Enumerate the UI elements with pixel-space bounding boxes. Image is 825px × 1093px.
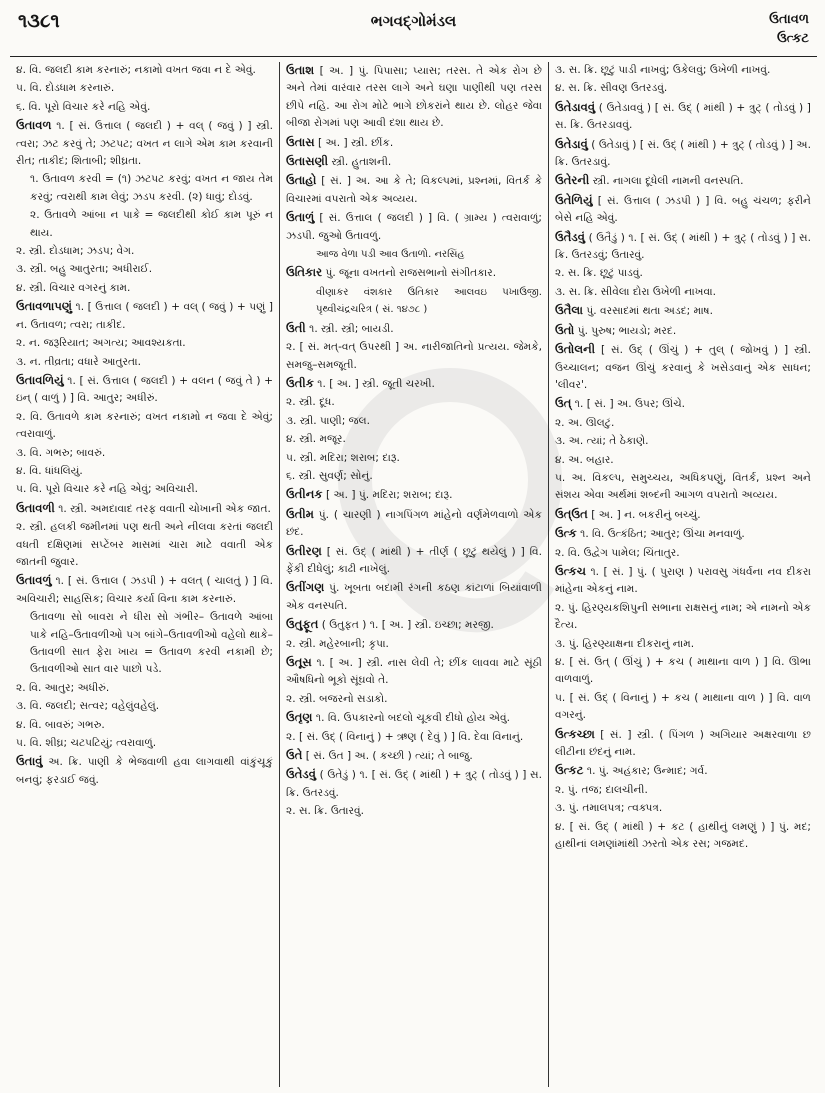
definition-text: ૧. વિ. ઉત્કંઠિત; આતુર; ઊંચા મનવાળું.: [576, 528, 745, 541]
dictionary-entry: [286, 579, 542, 615]
entry-sense: [16, 354, 273, 371]
headword: ઉતાળું: [285, 210, 315, 225]
dictionary-entry: [286, 172, 542, 208]
definition-text: અ. ક્રિ. પાણી કે ભેજવાળી હવા લાગવાથી વાંકુંચૂકું બનવું; ફરડાઈ જવું.: [16, 756, 273, 786]
entry-sense: [286, 413, 542, 430]
entry-sense: [555, 545, 811, 562]
dictionary-entry: [555, 395, 811, 413]
definition-text: પું. જૂના વખતનો રાજસભાનો સંગીતકાર.: [322, 267, 497, 280]
entry-sense: [16, 80, 273, 97]
definition-text: ૫. અ. વિકલ્પ, સમુચ્ચય, અધિકપણું, વિતર્ક, પ્રશ્ન અને સંશય એવા અર્થમાં શબ્દની આગળ વપરાતો અવ્યય.: [554, 471, 811, 502]
column-1: [10, 62, 279, 1087]
guide-word-first: ઉતાવળ: [769, 12, 809, 27]
citation-quote: [286, 284, 542, 319]
definition-text: ૧. સ્ત્રી. સ્ત્રી; બાયડી.: [305, 322, 394, 335]
citation-quote: [286, 246, 542, 263]
headword: ઉતેડાવું: [554, 136, 588, 151]
definition-text: ૩. સ્ત્રી. બહુ આતુરતા; અધીરાઈ.: [16, 263, 153, 276]
definition-text: સ્ત્રી. નાગલા દૂધેલી નામની વનસ્પતિ.: [589, 175, 744, 188]
definition-text: ૪. અ. બહાર.: [554, 453, 614, 466]
entry-sense: [286, 339, 542, 374]
headword: ઉતીમ: [285, 506, 314, 521]
dictionary-entry: [555, 762, 811, 780]
definition-text: ૨. પું. તજ; દાલચીની.: [554, 783, 648, 796]
entry-sense: [286, 394, 542, 411]
definition-text: ૧. [ સં. ઉત્તાલ ( જલદી ) + વલ્ ( જવું ) ] સ્ત્રી. ત્વરા; ઝટ કરવું તે; ઝટપટ; વખત ન લાગે એમ કામ કરવાની રીત; તાકીદ; શિતાબી; શીઘ્રતા.: [16, 120, 273, 168]
entry-sense: [16, 717, 273, 734]
headword: ઉતાસણી: [285, 154, 329, 169]
entry-sense: [16, 735, 273, 752]
headword: ઉતેડવું: [285, 767, 317, 782]
dictionary-entry: [286, 766, 542, 802]
guide-words: [769, 10, 809, 48]
definition-text: ૬. વિ. પૂરો વિચાર કરે નહિ એવું.: [16, 100, 151, 113]
definition-text: ૪. સ. ક્રિ. સીવણ ઉતરડવું.: [554, 82, 668, 95]
dictionary-entry: [555, 192, 811, 228]
definition-text: ૩. વિ. જલદી; સત્વર; વહેલુંવહેલું.: [16, 700, 160, 713]
dictionary-entry: [286, 62, 542, 133]
definition-text: ૪. વિ. જલદી કામ કરનારું; નકામો વખત જવા ન દે એવું.: [16, 64, 256, 76]
header-rule: [10, 56, 817, 57]
definition-text: ૨. વિ. ઉતાવળે કામ કરનારું; વખત નકામો ન જવા દે એવું; ત્વરાવાળું.: [16, 410, 273, 441]
definition-text: ૩. સ્ત્રી. પાણી; જલ.: [285, 414, 371, 427]
entry-sense: [555, 470, 811, 505]
entry-sense: [16, 409, 273, 444]
entry-sense: [555, 284, 811, 301]
definition-text: ૪. [ સં. ઉદ્ ( માંથી ) + કટ ( હાથીનું લમણું ) ] પું. મદ; હાથીનાં લમણાંમાંથી ઝરતો એક રસ; ગજમદ.: [554, 820, 811, 851]
definition-text: ૨. ન. જરૂરિયાત; અગત્ય; આવશ્યકતા.: [16, 337, 186, 350]
definition-text: [ અ. ] પું. મદિરા; શરાબ; દારૂ.: [322, 489, 453, 502]
definition-text: ૨. અ. ઊલટું.: [554, 416, 615, 429]
definition-text: ૨. વિ. ઉદ્વેગ પામેલ; ચિંતાતુર.: [554, 546, 680, 559]
definition-text: પું. ( ચારણી ) નાગપિંગળ માંહેનો વર્ણમેળવાળો એક છંદ.: [285, 508, 542, 539]
definition-text: વીણાકર વંશકાર ઉતિકાર આલવઇ પખાઉજી. પૃથ્વીચંદ્રચરિત્ર ( સં. ૧૪૭૮ ): [315, 286, 542, 316]
definition-text: ૪. સ્ત્રી. મજૂર.: [285, 433, 346, 446]
dictionary-entry: [286, 654, 542, 690]
entry-sense: [16, 243, 273, 260]
definition-text: ૩. પું. તમાલપત્ર; ત્વક્પત્ર.: [554, 802, 663, 815]
definition-text: ૧. [ અ. ] સ્ત્રી. નાસ લેવી તે; છીંક લાવવા માટે સૂંઠી ઔષધિનો ભૂકો સૂંઘવો તે.: [285, 657, 542, 687]
headword: ઉતાશ: [285, 63, 315, 77]
dictionary-entry: [286, 320, 542, 338]
dictionary-entry: [286, 209, 542, 245]
dictionary-columns: [10, 62, 817, 1087]
dictionary-entry: [286, 506, 542, 542]
dictionary-entry: [555, 322, 811, 340]
entry-sense: [555, 452, 811, 469]
headword: ઉતે: [285, 748, 303, 763]
definition-text: ૪. સ્ત્રી. વિચાર વગરનું કામ.: [16, 281, 131, 294]
definition-text: ( ઉતુફત ) ૧. [ અ. ] સ્ત્રી. ઇચ્છા; મરજી.: [318, 619, 494, 632]
page-number: ૧૩૮૧: [18, 10, 60, 32]
dictionary-entry: [286, 616, 542, 634]
definition-text: [ સં. ઉત ] અ. ( કચ્છી ) ત્યાં; તે બાજુ.: [302, 750, 473, 763]
entry-sense: [16, 463, 273, 480]
definition-text: ૩. પું. હિરણ્યાક્ષના દીકરાનું નામ.: [554, 637, 695, 650]
dictionary-entry: [555, 525, 811, 543]
definition-text: ( ઉતેડું ) ૧. [ સં. ઉદ્ ( માંથી ) + ત્રુટ્ ( તોડવું ) ] સ. ક્રિ. ઉતરડવું.: [285, 769, 542, 799]
dictionary-entry: [555, 726, 811, 762]
headword: ઉતાસ: [285, 134, 315, 149]
definition-text: ૨. સ્ત્રી. દોડધામ; ઝડપ; વેગ.: [16, 245, 135, 258]
definition-text: ૧. [ સં. ઉત્તાલ ( જલદી ) + વલન ( જવું તે ) + ઇન્ ( વાળું ) ] વિ. આતુર; અધીરું.: [16, 374, 273, 405]
definition-text: ૩. ન. તીવ્રતા; વધારે આતુરતા.: [16, 355, 141, 368]
entry-sense: [16, 207, 273, 242]
definition-text: ૨. સ્ત્રી. બજરનો સડાકો.: [285, 692, 388, 705]
entry-sense: [16, 171, 273, 206]
entry-sense: [555, 654, 811, 689]
headword: ઉતીરણ: [285, 543, 322, 558]
definition-text: ૬. સ્ત્રી. સુવર્ણ; સોનું.: [285, 469, 373, 482]
definition-text: ૧. સ્ત્રી. અમદાવાદ તરફ વવાતી ચોખાની એક જાત.: [54, 502, 271, 515]
headword: ઉતાહો: [285, 173, 317, 188]
definition-text: પું. વરસાદમાં થતા અડદ; માષ.: [583, 305, 713, 318]
definition-text: ( ઉતૈડું ) ૧. [ સં. ઉદ્ ( માંથી ) + ત્રુટ્ ( તોડવું ) ] સ. ક્રિ. ઉતરડવું; ઉતારવું.: [554, 231, 811, 262]
definition-text: ૫. વિ. શીઘ્ર; ચટપટિયું; ત્વરાવાળું.: [16, 737, 157, 750]
guide-word-last: ઉત્કટ: [776, 31, 809, 46]
dictionary-entry: [286, 264, 542, 282]
entry-sense: [286, 691, 542, 708]
definition-text: ( ઉતેડાવવું ) [ સં. ઉદ્ ( માંથી ) + ત્રુટ્ ( તોડવું ) ] સ. ક્રિ. ઉતરડાવવું.: [554, 101, 811, 132]
entry-sense: [286, 468, 542, 485]
dictionary-entry: [555, 229, 811, 265]
dictionary-entry: [286, 747, 542, 765]
headword: ઉત્કચ: [554, 563, 587, 578]
definition-text: ૧. વિ. ઉપકારનો બદલો ચૂકવી દીધો હોય એવું.: [312, 712, 511, 725]
definition-text: ૨. સ્ત્રી. હલકી જમીનમાં પણ થતી અને નીલવા કરતાં જલદી વધતી દક્ષિણમાં સપ્ટેંબર માસમાં ચારા માટે વવાતી એક જાતની જુવાર.: [16, 521, 273, 568]
definition-text: [ સં. ઉત્તાલ ( જલદી ) ] વિ. ( ગ્રામ્ય ) ત્વરાવાળું; ઝડપી. જુઓ ઉતાવળું.: [285, 212, 542, 242]
headword: ઉતાવું: [16, 754, 43, 769]
entry-sense: [555, 80, 811, 97]
entry-sense: [286, 803, 542, 820]
definition-text: ૫. [ સં. ઉદ્ ( વિનાનું ) + કચ ( માથાના વાળ ) ] વિ. વાળ વગરનું.: [554, 691, 811, 722]
definition-text: પું. પુરુષ; ભાયડો; મરદ.: [574, 324, 677, 337]
headword: ઉતૂસ: [285, 655, 312, 669]
page-header: [10, 6, 817, 58]
headword: ઉત્કટ: [554, 763, 584, 778]
entry-sense: [16, 445, 273, 462]
definition-text: ૨. ઉતાવળે આંબા ન પાકે = જલદીથી કોઈ કામ પૂરું ન થાય.: [30, 209, 273, 239]
headword: ઉતુફૂત: [285, 617, 319, 632]
definition-text: પું. ખૂબતા બદામી રંગની કઠણ કાંટાળાં બિયાંવાળી એક વનસ્પતિ.: [285, 582, 542, 612]
definition-text: આજ વેળા પડી આવ ઉતાળો. નરસિંહ: [315, 249, 465, 261]
dictionary-entry: [555, 99, 811, 135]
headword: ઉતૃણ: [285, 710, 313, 725]
definition-text: ૨. સ્ત્રી. મહેરબાની; કૃપા.: [285, 637, 389, 650]
definition-text: ૨. પું. હિરણ્યકશિપુની સભાના રાક્ષસનું નામ; એ નામનો એક દૈત્ય.: [554, 601, 811, 632]
definition-text: [ સં. ઉદ્ ( માંથી ) + તીર્ણ ( છૂટું થયેલું ) ] વિ. ફેંકી દીધેલું; કાઢી નાખેલું.: [285, 545, 542, 575]
entry-sense: [16, 261, 273, 278]
entry-sense: [555, 690, 811, 725]
dictionary-entry: [16, 753, 273, 789]
entry-sense: [16, 609, 273, 679]
definition-text: ૧. [ સં. ] પું. ( પુરાણ ) પરાવસુ ગંધર્વના નવ દીકરા માંહેના એકનું નામ.: [554, 565, 811, 596]
definition-text: ૫. વિ. પૂરો વિચાર કરે નહિ એવું; અવિચારી.: [16, 483, 199, 496]
dictionary-entry: [555, 136, 811, 172]
definition-text: ૨. સ્ત્રી. દૂધ.: [285, 396, 335, 409]
headword: ઉતેડાવવું: [554, 99, 596, 114]
dictionary-entry: [16, 500, 273, 518]
definition-text: ૩. સ. ક્રિ. સીવેલા દોરા ઉખેળી નાખવા.: [554, 285, 717, 298]
definition-text: ૫. વિ. દોડધામ કરનારું.: [16, 82, 115, 95]
entry-sense: [555, 819, 811, 854]
definition-text: [ સં. ઉદ્ ( ઊંચું ) + તુલ્ ( જોખવું ) ] સ્ત્રી. ઉચ્ચાલન; વજન ઊંચું કરવાનું કે ખસેડવાનું એક સાધન; 'લીવર'.: [554, 344, 811, 391]
dictionary-entry: [286, 709, 542, 727]
column-3: [548, 62, 817, 1087]
dictionary-entry: [555, 563, 811, 599]
headword: ઉતાવળિયું: [16, 372, 64, 387]
definition-text: ૨. [ સં. ઉદ્ ( વિનાનું ) + ઋણ ( દેવું ) ] વિ. દેવા વિનાનું.: [285, 730, 524, 743]
definition-text: ૨. સ. ક્રિ. ઉતારવું.: [285, 805, 364, 818]
definition-text: ૪. વિ. બાવરું; ગભરુ.: [16, 718, 105, 731]
entry-sense: [16, 62, 273, 79]
headword: ઉતાવળ: [16, 118, 52, 133]
definition-text: ઉતાવળા સો બાવરા ને ધીરા સો ગંભીર– ઉતાવળે આંબા પાકે નહિ–ઉતાવળીઓ પગ બાંગે–ઉતાવળીઓ વહેલો થાકે–ઉતાવળી સાત ફેરા ખાય = ઉતાવળ કરવી નકામી છે; ઉતાવળીઓ સાત વાર પાછો પડે.: [30, 611, 273, 676]
entry-sense: [286, 450, 542, 467]
entry-sense: [555, 265, 811, 282]
definition-text: ૩. વિ. ગભરુ; બાવરું.: [16, 446, 106, 459]
entry-sense: [286, 636, 542, 653]
headword: ઉતેરની: [554, 173, 590, 188]
entry-sense: [555, 800, 811, 817]
column-2: [279, 62, 548, 1087]
entry-sense: [286, 431, 542, 448]
definition-text: ૧. [ અ. ] સ્ત્રી. જૂતી ચરખી.: [313, 377, 435, 390]
entry-sense: [16, 280, 273, 297]
entry-sense: [286, 729, 542, 746]
headword: ઉતાવળું: [16, 573, 52, 588]
headword: ઉતીક: [285, 375, 314, 390]
headword: ઉતીંગણ: [285, 580, 325, 595]
headword: ઉત્ક: [554, 526, 577, 541]
headword: ઉતોલની: [554, 342, 596, 357]
dictionary-entry: [555, 506, 811, 524]
entry-sense: [16, 99, 273, 116]
definition-text: ૧. પું. અહંકાર; ઉન્માદ; ગર્વ.: [583, 765, 708, 778]
headword: ઉતો: [554, 322, 575, 337]
entry-sense: [16, 698, 273, 715]
definition-text: [ અ. ] પું. પિપાસા; પ્યાસ; તરસ. તે એક રોગ છે અને તેમાં વારંવાર તરસ લાગે અને ઘણા પાણીથી પણ તરસ છીપે નહિ. આ રોગ મોટે ભાગે છોકરાંને થાય છે. લોહર જેવા બીજા રોગમાં પણ આવી દશા થાય છે.: [285, 65, 542, 130]
dictionary-entry: [286, 543, 542, 579]
definition-text: ૨. [ સં. મત્-વત્ ઉપરથી ] અ. નારીજાતિનો પ્રત્યય. જેમકે, સમજુ–સમજૂતી.: [285, 341, 542, 371]
definition-text: ૪. [ સં. ઉત્ ( ઊંચું ) + કચ ( માથાના વાળ ) ] વિ. ઊભા વાળવાળું.: [554, 656, 811, 686]
headword: ઉતિકાર: [285, 265, 323, 280]
dictionary-entry: [286, 486, 542, 504]
definition-text: ૧. ઉતાવળ કરવી = (૧) ઝટપટ કરવું; વખત ન જાય તેમ કરવું; ત્વરાથી કામ લેવું; ઝડપ કરવી. (૨) ધાવું; દોડવું.: [30, 173, 273, 203]
entry-sense: [555, 636, 811, 653]
entry-sense: [555, 433, 811, 450]
headword: ઉતૈલા: [554, 303, 584, 318]
dictionary-entry: [16, 572, 273, 608]
definition-text: ૧. [ ઉત્તાલ ( જલદી ) + વલ્ ( જવું ) + પણું ] ન. ઉતાવળ; ત્વરા; તાકીદ.: [16, 301, 273, 331]
entry-sense: [16, 335, 273, 352]
entry-sense: [16, 519, 273, 571]
entry-sense: [555, 415, 811, 432]
dictionary-entry: [16, 298, 273, 334]
headword: ઉતીનક: [285, 487, 323, 502]
dictionary-entry: [286, 153, 542, 171]
definition-text: [ અ. ] ન. બકરીનું બચ્ચું.: [587, 508, 701, 521]
entry-sense: [555, 782, 811, 799]
definition-text: સ્ત્રી. હુતાશની.: [328, 156, 392, 169]
definition-text: ૨. સ. ક્રિ. છૂટું પાડવું.: [554, 267, 643, 280]
definition-text: ૩. સ. ક્રિ. છૂટું પાડી નાખવું; ઉકેલવું; ઉખેળી નાખવું.: [554, 64, 771, 76]
definition-text: ૧. [ સં. ઉત્તાલ ( ઝડપી ) + વલત્ ( ચાલતું ) ] વિ. અવિચારી; સાહસિક; વિચાર કર્યા વિના કામ કરનારું.: [16, 575, 273, 605]
definition-text: [ સં. ] અ. આ કે તે; વિકલ્પમાં, પ્રશ્નમાં, વિતર્ક કે વિચારમાં વપરાતો એક અવ્યય.: [285, 175, 542, 205]
entry-sense: [16, 481, 273, 498]
definition-text: ( ઉતેડાવું ) [ સં. ઉદ્ ( માંથી ) + ત્રુટ્ ( તોડવું ) ] અ. ક્રિ. ઉતરડાવું.: [554, 138, 811, 169]
definition-text: [ અ. ] સ્ત્રી. છીંક.: [314, 136, 394, 149]
dictionary-entry: [16, 117, 273, 170]
headword: ઉતૈડવું: [554, 229, 586, 244]
headword: ઉતેળિયું: [554, 192, 593, 207]
dictionary-entry: [555, 302, 811, 320]
definition-text: ૪. વિ. ધાંધલિયું.: [16, 464, 83, 477]
definition-text: [ સં. ઉત્તાલ ( ઝડપી ) ] વિ. બહુ ચંચળ; ફરીને બેસે નહિ એવું.: [554, 194, 811, 225]
headword: ઉતી: [285, 320, 306, 335]
entry-sense: [16, 680, 273, 697]
dictionary-entry: [286, 134, 542, 152]
definition-text: ૫. સ્ત્રી. મદિરા; શરાબ; દારૂ.: [285, 451, 400, 464]
entry-sense: [555, 62, 811, 79]
dictionary-title: ભગવદ્ગોમંડલ: [370, 12, 457, 30]
entry-sense: [555, 600, 811, 635]
definition-text: ૧. [ સં. ] અ. ઉપર; ઊંચે.: [571, 398, 686, 411]
dictionary-entry: [286, 375, 542, 393]
dictionary-entry: [16, 372, 273, 408]
headword: ઉત્ઉત: [554, 506, 588, 521]
definition-text: [ સં. ] સ્ત્રી. ( પિંગળ ) અગિયાર અક્ષરવાળા છ લીટીના છંદનું નામ.: [554, 728, 811, 759]
headword: ઉત્કચ્છા: [554, 726, 595, 741]
dictionary-entry: [555, 341, 811, 394]
headword: ઉતાવળાપણું: [16, 299, 73, 314]
definition-text: ૩. અ. ત્યાં; તે ઠેકાણે.: [554, 435, 649, 448]
definition-text: ૨. વિ. આતુર; અધીરું.: [16, 681, 110, 694]
headword: ઉતાવળી: [16, 500, 55, 515]
headword: ઉત્: [554, 396, 572, 411]
dictionary-entry: [555, 172, 811, 190]
